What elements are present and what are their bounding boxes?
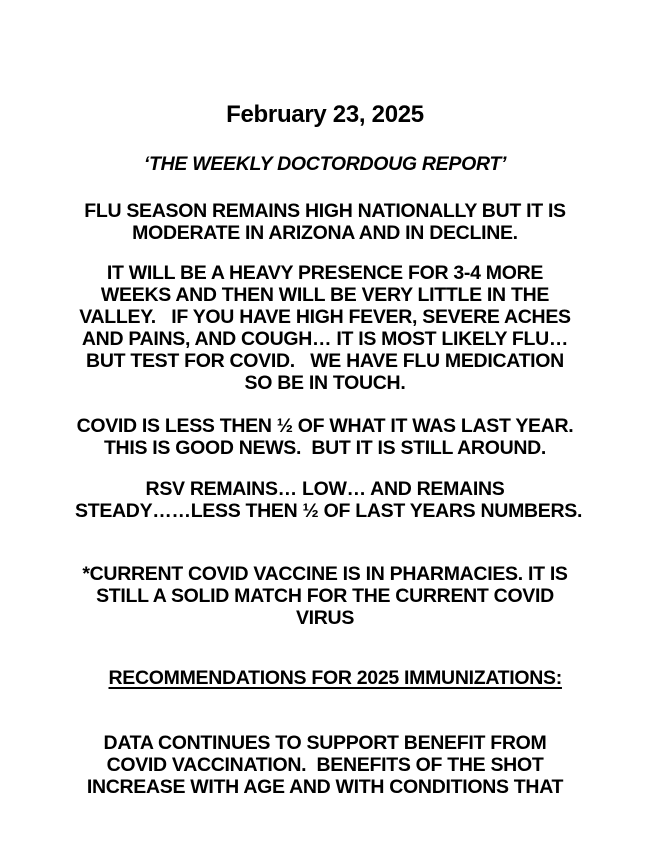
text-line: THIS IS GOOD NEWS. BUT IT IS STILL AROUND.	[103, 437, 547, 459]
text-line: VALLEY. IF YOU HAVE HIGH FEVER, SEVERE ACHES	[79, 306, 571, 328]
text-line: INCREASE WITH AGE AND WITH CONDITIONS THAT	[86, 776, 564, 798]
paragraph-covid-status	[75, 415, 575, 459]
text-line: AND PAINS, AND COUGH… IT IS MOST LIKELY FLU…	[81, 328, 569, 350]
text-line: DATA CONTINUES TO SUPPORT BENEFIT FROM	[103, 732, 547, 754]
text-line: IT WILL BE A HEAVY PRESENCE FOR 3-4 MORE	[106, 262, 544, 284]
text-line: *CURRENT COVID VACCINE IS IN PHARMACIES. IT IS	[82, 563, 568, 585]
paragraph-rsv-status	[75, 478, 583, 522]
text-line: BUT TEST FOR COVID. WE HAVE FLU MEDICATION	[86, 350, 564, 372]
paragraph-vaccination-data	[75, 732, 575, 798]
text-line: COVID VACCINATION. BENEFITS OF THE SHOT	[106, 754, 544, 776]
text-line: STEADY……LESS THEN ½ OF LAST YEARS NUMBERS.	[75, 500, 583, 522]
text-line: WEEKS AND THEN WILL BE VERY LITTLE IN THE	[100, 284, 550, 306]
text-line: MODERATE IN ARIZONA AND IN DECLINE.	[132, 222, 518, 244]
text-line: RSV REMAINS… LOW… AND REMAINS	[145, 478, 505, 500]
section-heading-immunizations	[75, 645, 575, 711]
paragraph-covid-vaccine	[75, 563, 575, 629]
text-line: FLU SEASON REMAINS HIGH NATIONALLY BUT IT IS	[84, 200, 566, 222]
report-subtitle: ‘THE WEEKLY DOCTORDOUG REPORT’	[143, 153, 507, 175]
text-line: STILL A SOLID MATCH FOR THE CURRENT COVID	[96, 585, 554, 607]
date-title: February 23, 2025	[226, 101, 424, 128]
text-line: COVID IS LESS THEN ½ OF WHAT IT WAS LAST YEAR.	[76, 415, 574, 437]
text-line: SO BE IN TOUCH.	[244, 372, 406, 394]
paragraph-flu-forecast	[75, 262, 575, 394]
text-line: VIRUS	[295, 607, 355, 629]
section-heading-text: RECOMMENDATIONS FOR 2025 IMMUNIZATIONS:	[108, 667, 562, 689]
paragraph-flu-season	[75, 200, 575, 244]
